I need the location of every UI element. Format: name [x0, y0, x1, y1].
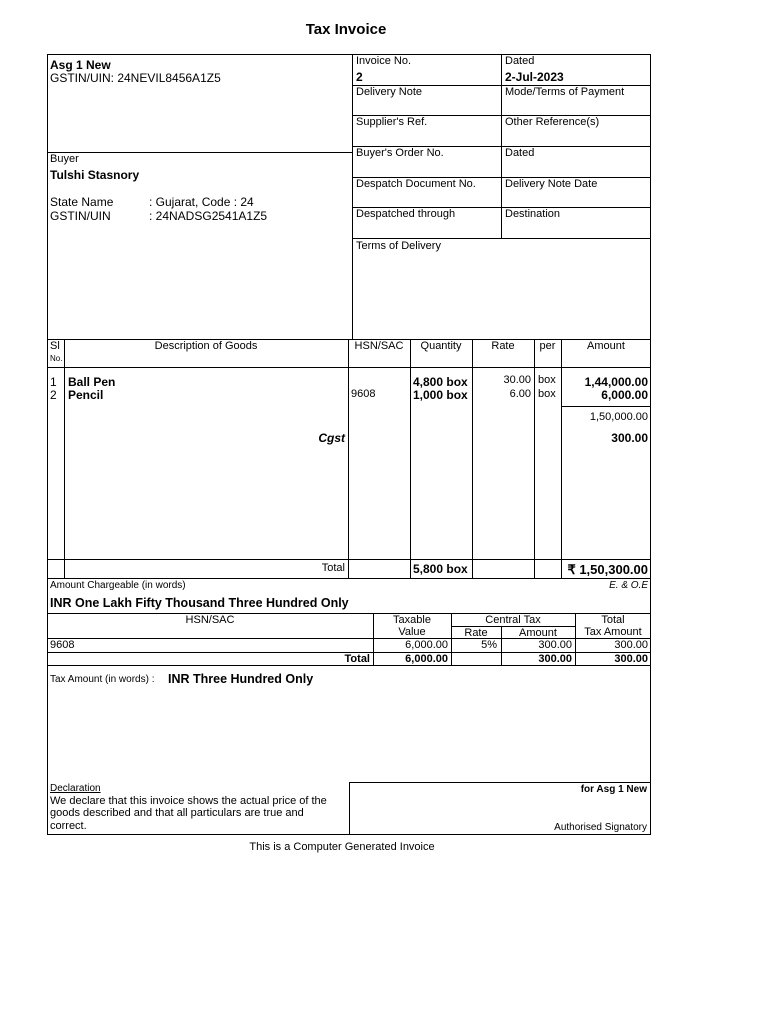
tax-col-hsn: HSN/SAC [185, 614, 235, 626]
total-qty: 5,800 box [413, 562, 468, 576]
buyer-state-label: State Name [50, 195, 114, 209]
invoice-no: 2 [356, 70, 363, 84]
tax-row-rate: 5% [481, 639, 497, 651]
amount-words: INR One Lakh Fifty Thousand Three Hundred Only [50, 596, 349, 610]
buyers-order-label: Buyer's Order No. [356, 147, 444, 159]
tax-words: INR Three Hundred Only [168, 672, 314, 686]
col-quantity: Quantity [420, 340, 462, 352]
declaration-line: goods described and that all particulars are true and [50, 807, 304, 819]
buyer-gstin-value: : 24NADSG2541A1Z5 [149, 209, 268, 223]
invoice-no-label: Invoice No. [356, 55, 412, 67]
tax-col-total-2: Tax Amount [584, 626, 642, 638]
item-qty: 4,800 box [413, 375, 468, 389]
dated-label: Dated [505, 55, 535, 67]
tax-col-amount: Amount [519, 627, 557, 639]
tax-col-central: Central Tax [485, 614, 541, 626]
grand-total: ₹ 1,50,300.00 [567, 562, 648, 577]
footer-note: This is a Computer Generated Invoice [249, 841, 435, 853]
item-rate: 30.00 [503, 374, 531, 386]
subtotal: 1,50,000.00 [589, 411, 648, 423]
order-dated-label: Dated [505, 147, 535, 159]
buyer-heading: Buyer [50, 153, 79, 165]
col-no: No. [50, 354, 63, 363]
seller-gstin: GSTIN/UIN: 24NEVIL8456A1Z5 [50, 71, 221, 85]
tax-row-hsn: 9608 [50, 639, 75, 651]
tax-total-total: 300.00 [614, 653, 648, 665]
item-rate: 6.00 [509, 388, 531, 400]
col-hsn: HSN/SAC [354, 340, 404, 352]
other-refs-label: Other Reference(s) [505, 116, 600, 128]
page-title: Tax Invoice [305, 21, 387, 38]
col-sl: Sl [50, 340, 60, 352]
declaration-line: We declare that this invoice shows the actual price of the [50, 795, 327, 807]
buyer-name: Tulshi Stasnory [50, 168, 140, 182]
mode-terms-label: Mode/Terms of Payment [505, 86, 625, 98]
tax-total-label: Total [344, 653, 370, 665]
item-qty: 1,000 box [413, 388, 468, 402]
tax-col-rate: Rate [464, 627, 488, 639]
tax-row-taxable: 6,000.00 [405, 639, 448, 651]
item-amount: 6,000.00 [601, 388, 648, 402]
invoice-date: 2-Jul-2023 [505, 70, 564, 84]
despatch-doc-label: Despatch Document No. [356, 178, 476, 190]
authorised-signatory: Authorised Signatory [554, 822, 647, 833]
signatory-for: for Asg 1 New [580, 784, 647, 795]
total-label: Total [321, 562, 345, 574]
item-per: box [538, 388, 556, 400]
terms-of-delivery-label: Terms of Delivery [356, 240, 441, 252]
despatched-through-label: Despatched through [356, 208, 456, 220]
tax-row-total: 300.00 [614, 639, 648, 651]
declaration-line: correct. [50, 820, 87, 832]
buyer-gstin-label: GSTIN/UIN [50, 209, 111, 223]
item-sl: 2 [50, 388, 57, 402]
buyer-state-value: : Gujarat, Code : 24 [149, 195, 254, 209]
col-description: Description of Goods [154, 340, 258, 352]
item-hsn: 9608 [351, 388, 376, 400]
eoe: E. & O.E [609, 580, 648, 591]
destination-label: Destination [505, 208, 561, 220]
item-amount: 1,44,000.00 [584, 375, 648, 389]
tax-total-amount: 300.00 [538, 653, 572, 665]
suppliers-ref-label: Supplier's Ref. [356, 116, 428, 128]
item-per: box [538, 374, 556, 386]
declaration-heading: Declaration [50, 783, 101, 794]
tax-words-label: Tax Amount (in words) : [50, 674, 155, 685]
amount-words-label: Amount Chargeable (in words) [50, 580, 186, 591]
tax-label: Cgst [318, 431, 345, 445]
seller-name: Asg 1 New [50, 58, 111, 72]
delivery-note-date-label: Delivery Note Date [505, 178, 598, 190]
col-rate: Rate [491, 340, 515, 352]
tax-row-amount: 300.00 [538, 639, 572, 651]
tax-col-taxable-2: Value [398, 626, 426, 638]
tax-total-taxable: 6,000.00 [405, 653, 448, 665]
item-name: Ball Pen [68, 375, 116, 389]
col-per: per [539, 340, 556, 352]
item-name: Pencil [68, 388, 104, 402]
col-amount: Amount [587, 340, 625, 352]
tax-col-taxable-1: Taxable [393, 614, 431, 626]
tax-col-total-1: Total [601, 614, 625, 626]
item-sl: 1 [50, 375, 57, 389]
tax-amount: 300.00 [611, 431, 648, 445]
delivery-note-label: Delivery Note [356, 86, 423, 98]
